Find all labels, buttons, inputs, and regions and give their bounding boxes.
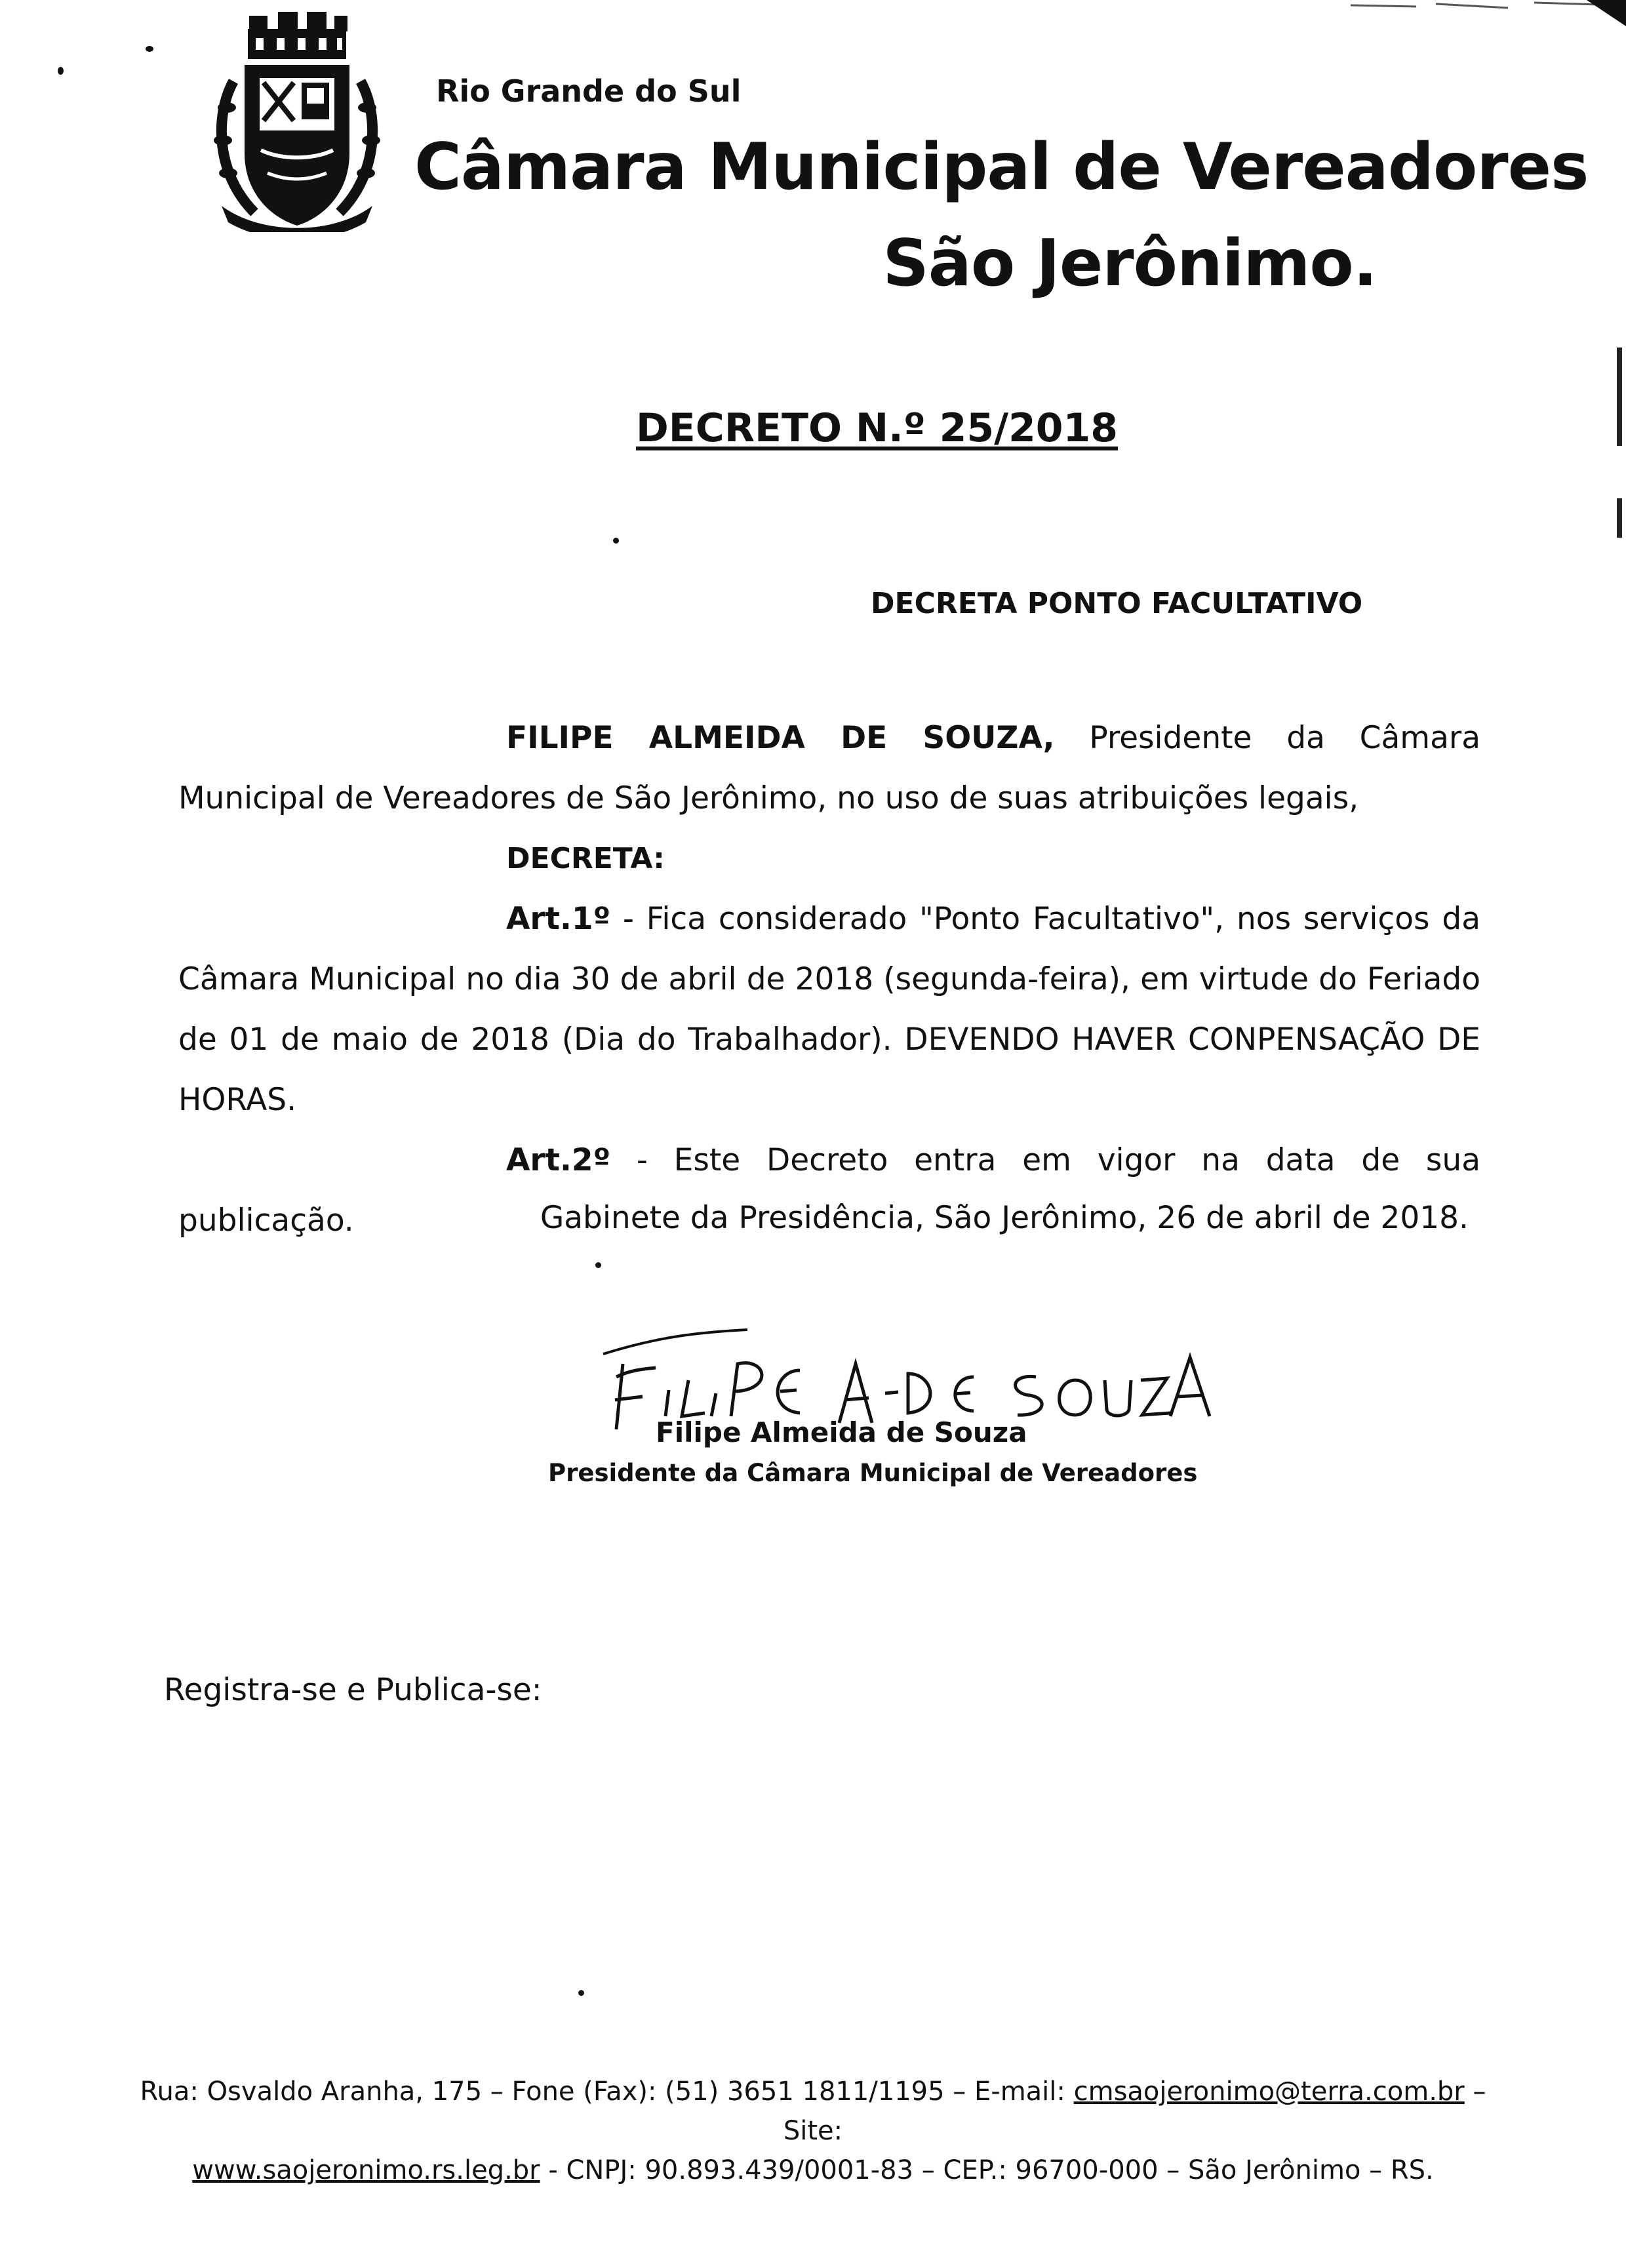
scan-speck: [595, 1262, 601, 1268]
decreta-label: DECRETA:: [506, 842, 665, 875]
article-2-label: Art.2º: [506, 1142, 611, 1178]
article-1: [178, 889, 1480, 1130]
decree-body: [178, 708, 1480, 1251]
scan-speck: [146, 46, 153, 52]
decree-title: DECRETO N.º 25/2018: [636, 405, 1118, 451]
article-1-text: - Fica considerado "Ponto Facultativo", nos serviços da Câmara Municipal no dia 30 de abril de 2018 (segunda-feira), em virtude do Feriado de 01 de maio de 2018 (Dia do Trabalhador). DEVENDO HAVER CONPENSAÇÃO DE HORAS.: [178, 901, 1480, 1118]
article-2-text: - Este Decreto entra em vigor na data de sua publicação.: [178, 1142, 1480, 1239]
municipal-coat-of-arms-icon: [208, 9, 386, 232]
footer-contact: [131, 2072, 1495, 2190]
signer-role: Presidente da Câmara Municipal de Vereadores: [548, 1459, 1198, 1487]
signer-name: Filipe Almeida de Souza: [656, 1416, 1027, 1448]
scan-right-edge: [1617, 498, 1622, 538]
place-and-date: Gabinete da Presidência, São Jerônimo, 26 de abril de 2018.: [540, 1200, 1469, 1236]
scan-edge-mark: [1338, 0, 1626, 26]
intro-text: Presidente da Câmara Municipal de Vereadores de São Jerônimo, no uso de suas atribuições legais,: [178, 720, 1481, 816]
article-1-label: Art.1º: [506, 901, 611, 937]
chamber-name: Câmara Municipal de Vereadores: [414, 130, 1589, 205]
footer-line-2: [131, 2151, 1495, 2190]
footer-registration: - CNPJ: 90.893.439/0001-83 – CEP.: 96700-000 – São Jerônimo – RS.: [540, 2155, 1434, 2185]
footer-site-link[interactable]: www.saojeronimo.rs.leg.br: [192, 2155, 540, 2185]
intro-paragraph: [178, 708, 1480, 829]
scan-speck: [58, 67, 64, 75]
decree-subject: DECRETA PONTO FACULTATIVO: [871, 587, 1363, 620]
scan-right-edge: [1617, 348, 1622, 446]
scan-speck: [613, 538, 619, 544]
scan-speck: [578, 1990, 584, 1996]
footer-email-link[interactable]: cmsaojeronimo@terra.com.br: [1073, 2077, 1465, 2107]
city-name: São Jerônimo.: [882, 226, 1377, 301]
footer-line-1: [131, 2072, 1495, 2151]
footer-address-phone: Rua: Osvaldo Aranha, 175 – Fone (Fax): (51) 3651 1811/1195 – E-mail:: [140, 2077, 1074, 2107]
state-name: Rio Grande do Sul: [436, 73, 742, 109]
register-note: Registra-se e Publica-se:: [164, 1672, 542, 1708]
president-name: FILIPE ALMEIDA DE SOUZA,: [506, 720, 1055, 756]
footer-site-label: – Site:: [783, 2077, 1486, 2146]
